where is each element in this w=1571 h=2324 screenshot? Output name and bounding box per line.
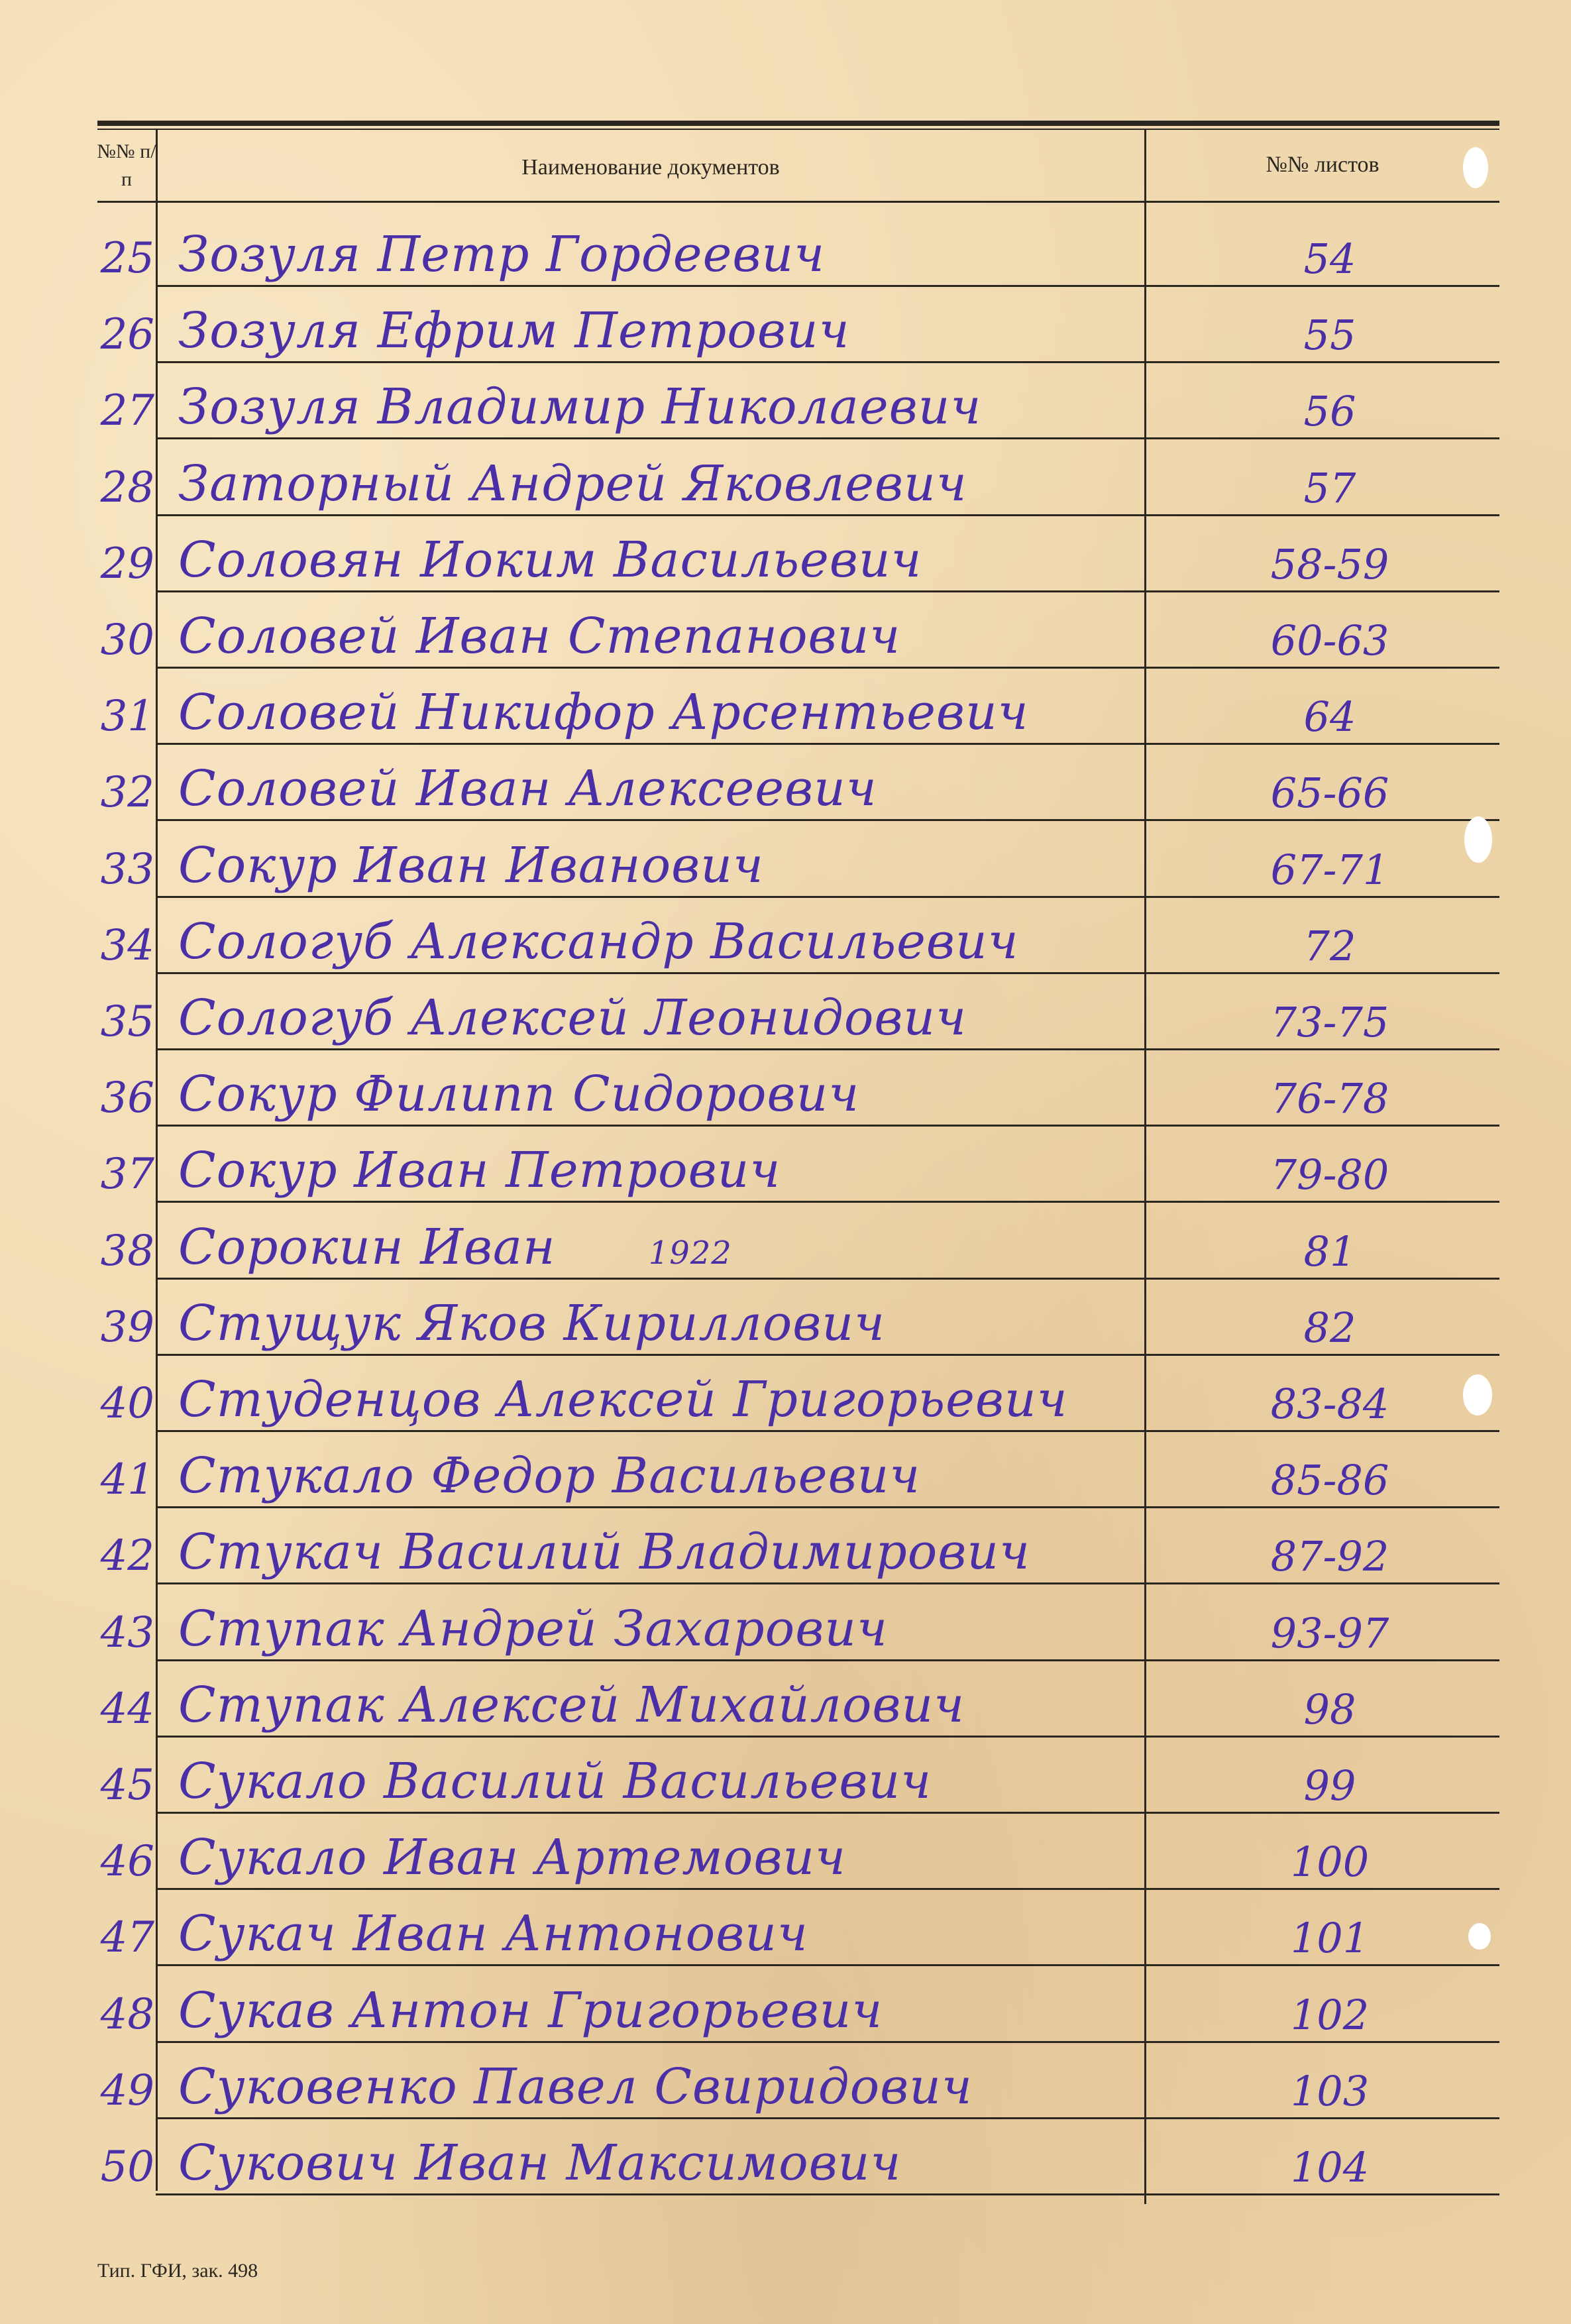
person-name: [178, 1905, 808, 1962]
list-item: [97, 287, 1499, 363]
person-name: [178, 1829, 846, 1886]
punch-hole: [1463, 1374, 1492, 1415]
sheet-numbers: 55: [1303, 311, 1356, 360]
person-name: [178, 684, 1029, 741]
person-name: [178, 378, 981, 435]
row-number: 26: [100, 310, 154, 360]
person-name: [178, 1295, 885, 1352]
list-item: [97, 898, 1499, 974]
sheet-numbers: 72: [1303, 921, 1356, 970]
list-item: [97, 440, 1499, 516]
person-name: [178, 1371, 1068, 1428]
person-name-text: Сукач Иван Антонович: [178, 1905, 808, 1963]
punch-hole: [1468, 1923, 1491, 1950]
person-name: [178, 302, 850, 359]
row-number: 32: [100, 768, 154, 818]
person-name: [178, 2058, 973, 2115]
sheet-numbers: 101: [1290, 1914, 1370, 1963]
sheet-numbers: 54: [1303, 235, 1356, 283]
sheet-numbers: 104: [1290, 2143, 1370, 2191]
person-name-text: Ступак Андрей Захарович: [178, 1600, 888, 1657]
list-item: [97, 2119, 1499, 2195]
person-name: [178, 760, 877, 817]
sheet-numbers: 57: [1303, 463, 1356, 512]
row-number: 39: [100, 1302, 154, 1352]
row-number: 30: [100, 616, 154, 665]
sheet-numbers: 56: [1303, 387, 1356, 436]
person-name: [178, 1982, 883, 2039]
person-name-text: Стукач Василий Владимирович: [178, 1523, 1031, 1581]
row-number: 38: [100, 1226, 154, 1276]
list-item: [97, 592, 1499, 669]
sheet-numbers: 60-63: [1270, 616, 1389, 665]
list-item: [97, 1280, 1499, 1356]
person-name-text: Сукало Иван Артемович: [178, 1829, 847, 1887]
list-item: [97, 1203, 1499, 1280]
person-name-text: Сукович Иван Максимович: [178, 2134, 902, 2191]
person-name-text: Сологуб Александр Васильевич: [178, 913, 1019, 970]
person-name-text: Сологуб Алексей Леонидович: [178, 989, 967, 1046]
punch-hole: [1464, 816, 1492, 863]
person-name-text: Соловей Иван Алексеевич: [178, 760, 877, 818]
list-item: [97, 1356, 1499, 1432]
sheet-numbers: 81: [1303, 1227, 1356, 1276]
row-number: 45: [100, 1761, 154, 1810]
list-item: [97, 516, 1499, 592]
person-name: [178, 455, 967, 512]
list-item: [97, 211, 1499, 287]
list-item: [97, 745, 1499, 821]
row-number: 27: [100, 386, 154, 436]
sheet-numbers: 83-84: [1270, 1380, 1389, 1428]
person-name-text: Соловей Никифор Арсентьевич: [178, 684, 1029, 742]
top-thick-rule: [97, 121, 1499, 126]
row-number: 43: [100, 1608, 154, 1657]
person-name: [178, 226, 825, 283]
list-item: [97, 1508, 1499, 1584]
list-item: [97, 1585, 1499, 1661]
row-number: 31: [100, 692, 154, 742]
sheet-numbers: 82: [1303, 1303, 1356, 1352]
sheet-numbers: 103: [1290, 2066, 1370, 2115]
row-number: 25: [100, 234, 154, 283]
person-name: [178, 989, 967, 1046]
list-item: [97, 1050, 1499, 1127]
person-name-text: Суковенко Павел Свиридович: [178, 2058, 973, 2115]
person-name-text: Ступак Алексей Михайлович: [178, 1676, 965, 1734]
person-name: [178, 1447, 920, 1504]
person-name-text: Соловян Иоким Васильевич: [178, 531, 922, 588]
row-number: 28: [100, 463, 154, 512]
person-name-text: Соловей Иван Степанович: [178, 608, 901, 665]
row-number: 33: [100, 844, 154, 894]
row-number: 44: [100, 1684, 154, 1734]
sheet-numbers: 79-80: [1270, 1150, 1389, 1199]
header-number-label: №№ п/п: [97, 140, 156, 190]
sheet-numbers: 65-66: [1270, 769, 1389, 818]
list-item: [97, 1967, 1499, 2043]
person-name: [178, 1219, 732, 1276]
row-number: 34: [100, 920, 154, 970]
list-item: [97, 1738, 1499, 1814]
sheet-numbers: 64: [1303, 692, 1356, 742]
person-name-text: Сокур Иван Петрович: [178, 1142, 781, 1199]
person-name: [178, 608, 900, 665]
person-name-text: Студенцов Алексей Григорьевич: [178, 1371, 1068, 1428]
sheet-numbers: 93-97: [1270, 1608, 1389, 1657]
person-name-text: Стукало Федор Васильевич: [178, 1447, 921, 1505]
list-item: [97, 2043, 1499, 2119]
birth-year: 1922: [648, 1234, 732, 1272]
person-name-text: Стущук Яков Кириллович: [178, 1294, 886, 1352]
person-name: [178, 1142, 781, 1199]
person-name-text: Зозуля Петр Гордеевич: [178, 226, 826, 283]
list-item: [97, 974, 1499, 1050]
row-number: 46: [100, 1837, 154, 1887]
person-name: [178, 1753, 932, 1810]
sheet-numbers: 102: [1290, 1990, 1370, 2039]
row-number: 37: [100, 1150, 154, 1199]
row-rule: [156, 2193, 1499, 2195]
list-item: [97, 363, 1499, 439]
list-item: [97, 822, 1499, 898]
person-name-text: Заторный Андрей Яковлевич: [178, 455, 967, 512]
person-name: [178, 1066, 859, 1123]
punch-hole: [1463, 147, 1488, 188]
person-name: [178, 1600, 888, 1657]
person-name: [178, 837, 764, 894]
sheet-numbers: 100: [1290, 1838, 1370, 1887]
list-item: [97, 669, 1499, 745]
person-name: [178, 1523, 1030, 1580]
row-number: 47: [100, 1913, 154, 1963]
row-number: 36: [100, 1074, 154, 1123]
print-mark: Тип. ГФИ, зак. 498: [97, 2260, 258, 2282]
list-item: [97, 1814, 1499, 1890]
top-thin-rule: [97, 129, 1499, 130]
row-number: 40: [100, 1379, 154, 1428]
person-name: [178, 1677, 965, 1734]
header-sheets-label: №№ листов: [1266, 152, 1380, 177]
person-name-text: Зозуля Ефрим Петрович: [178, 302, 850, 360]
row-number: 50: [100, 2142, 154, 2191]
row-number: 49: [100, 2066, 154, 2115]
list-item: [97, 1127, 1499, 1203]
row-number: 29: [100, 539, 154, 588]
header-bottom-rule: [97, 201, 1499, 203]
header-title-label: Наименование документов: [521, 155, 780, 180]
sheet-numbers: 98: [1303, 1685, 1356, 1734]
sheet-numbers: 87-92: [1270, 1532, 1389, 1581]
sheet-numbers: 85-86: [1270, 1456, 1389, 1505]
row-number: 41: [100, 1455, 154, 1505]
sheet-numbers: 73-75: [1270, 998, 1389, 1046]
person-name-text: Сукав Антон Григорьевич: [178, 1981, 883, 2039]
list-item: [97, 1432, 1499, 1508]
row-number: 48: [100, 1989, 154, 2039]
person-name-text: Сокур Филипп Сидорович: [178, 1066, 860, 1123]
person-name-text: Сокур Иван Иванович: [178, 836, 764, 894]
person-name-text: Сорокин Иван: [178, 1218, 556, 1276]
person-name-text: Зозуля Владимир Николаевич: [178, 378, 982, 436]
person-name: [178, 913, 1019, 970]
person-name-text: Сукало Василий Васильевич: [178, 1753, 932, 1810]
row-number: 35: [100, 997, 154, 1046]
person-name: [178, 2134, 901, 2191]
list-item: [97, 1890, 1499, 1966]
person-name: [178, 531, 922, 588]
list-item: [97, 1661, 1499, 1738]
sheet-numbers: 67-71: [1270, 845, 1389, 894]
sheet-numbers: 76-78: [1270, 1074, 1389, 1123]
sheet-numbers: 58-59: [1270, 539, 1389, 588]
row-number: 42: [100, 1531, 154, 1581]
sheet-numbers: 99: [1303, 1761, 1356, 1810]
